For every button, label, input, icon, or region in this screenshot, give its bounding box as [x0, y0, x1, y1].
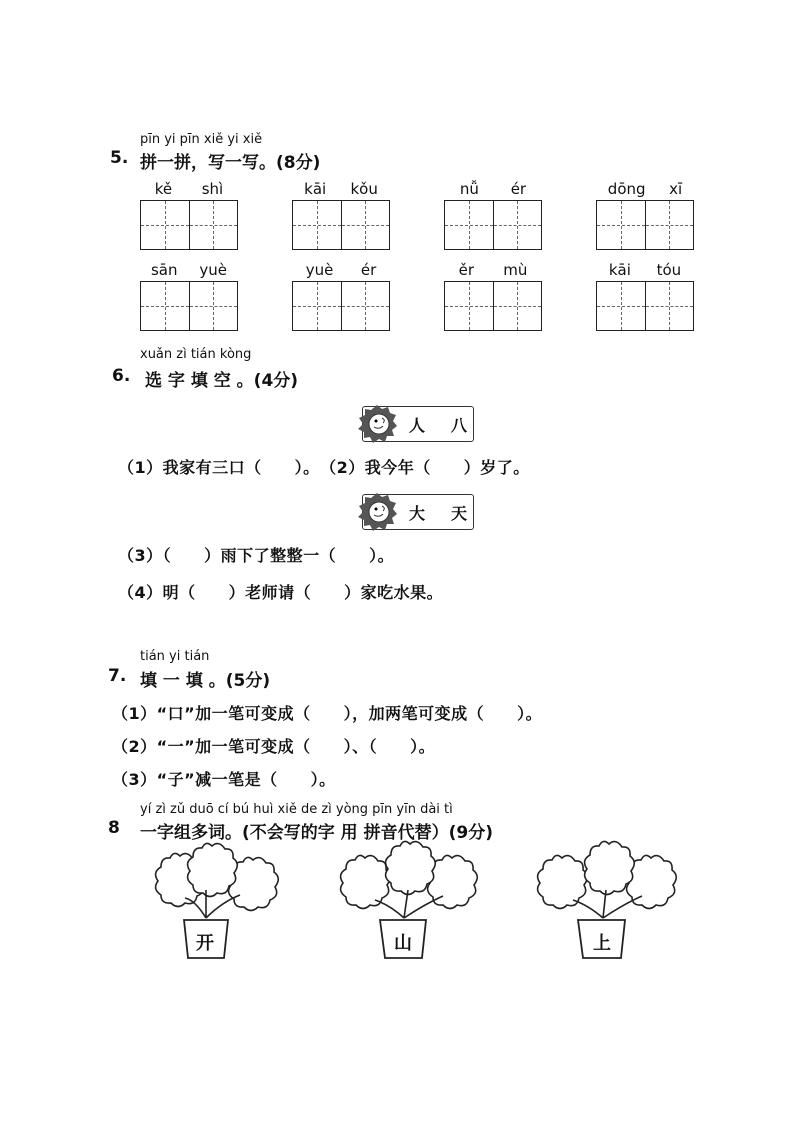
q7-line-3: （3）“子”减一笔是（ ）。: [112, 770, 336, 789]
q6-number: 6.: [112, 366, 131, 386]
q6-line-4: （4）明（ ）老师请（ ）家吃水果。: [118, 583, 444, 602]
q5-pinyin-syllable: ér: [360, 261, 377, 279]
q6-title: 选 字 填 空 。(4分): [145, 371, 299, 391]
q5-title: 拼一拼，写一写。(8分): [140, 153, 321, 173]
q6-option-ren: 人: [409, 415, 426, 435]
q8-number: 8: [108, 818, 120, 838]
q5-pinyin-syllable: xī: [669, 180, 683, 198]
q6-line-3: （3）（ ）雨下了整整一（ ）。: [118, 546, 395, 565]
q6-pinyin: xuǎn zì tián kòng: [140, 347, 252, 362]
q5-pinyin: pīn yi pīn xiě yi xiě: [140, 132, 263, 147]
q6-option-da: 大: [409, 503, 426, 523]
q5-pinyin-syllable: ěr: [458, 261, 475, 279]
q7-pinyin: tián yi tián: [140, 649, 210, 664]
pot-label-shang: 上: [593, 933, 611, 954]
q5-pinyin-syllable: kāi: [304, 180, 327, 198]
q5-pinyin-syllable: tóu: [656, 261, 682, 279]
q8-pinyin: yí zì zǔ duō cí bú huì xiě de zì yòng pīn yīn dài tì: [140, 802, 453, 817]
q5-pinyin-syllable: yuè: [305, 261, 334, 279]
flower-pot-1: [156, 843, 279, 958]
q5-pinyin-syllable: kǒu: [350, 180, 378, 198]
q6-option-ba: 八: [451, 415, 468, 435]
q7-line-2: （2）“一”加一笔可变成（ ）、（ ）。: [112, 737, 436, 756]
q5-pinyin-syllable: dōng: [607, 180, 646, 198]
q5-pinyin-syllable: yuè: [199, 261, 228, 279]
q6-line-1: （1）我家有三口（ ）。 （2）我今年（ ）岁了。: [118, 458, 530, 477]
q7-number: 7.: [108, 666, 127, 686]
q5-pinyin-syllable: mù: [503, 261, 528, 279]
pot-label-kai: 开: [196, 933, 214, 954]
q7-line-1: （1）“口”加一笔可变成（ ），加两笔可变成（ ）。: [112, 704, 543, 723]
q5-pinyin-syllable: nǚ: [459, 180, 479, 198]
q7-title: 填 一 填 。(5分): [140, 671, 271, 691]
q5-pinyin-syllable: ér: [510, 180, 527, 198]
q5-pinyin-syllable: sān: [150, 261, 178, 279]
q5-pinyin-syllable: shì: [201, 180, 224, 198]
q8-title: 一字组多词。(不会写的字 用 拼音代替）(9分): [140, 823, 493, 843]
pot-label-shan: 山: [394, 933, 412, 954]
q5-pinyin-syllable: kě: [154, 180, 173, 198]
q6-option-tian: 天: [451, 503, 468, 523]
q5-number: 5.: [110, 148, 129, 168]
q5-pinyin-syllable: kāi: [608, 261, 631, 279]
